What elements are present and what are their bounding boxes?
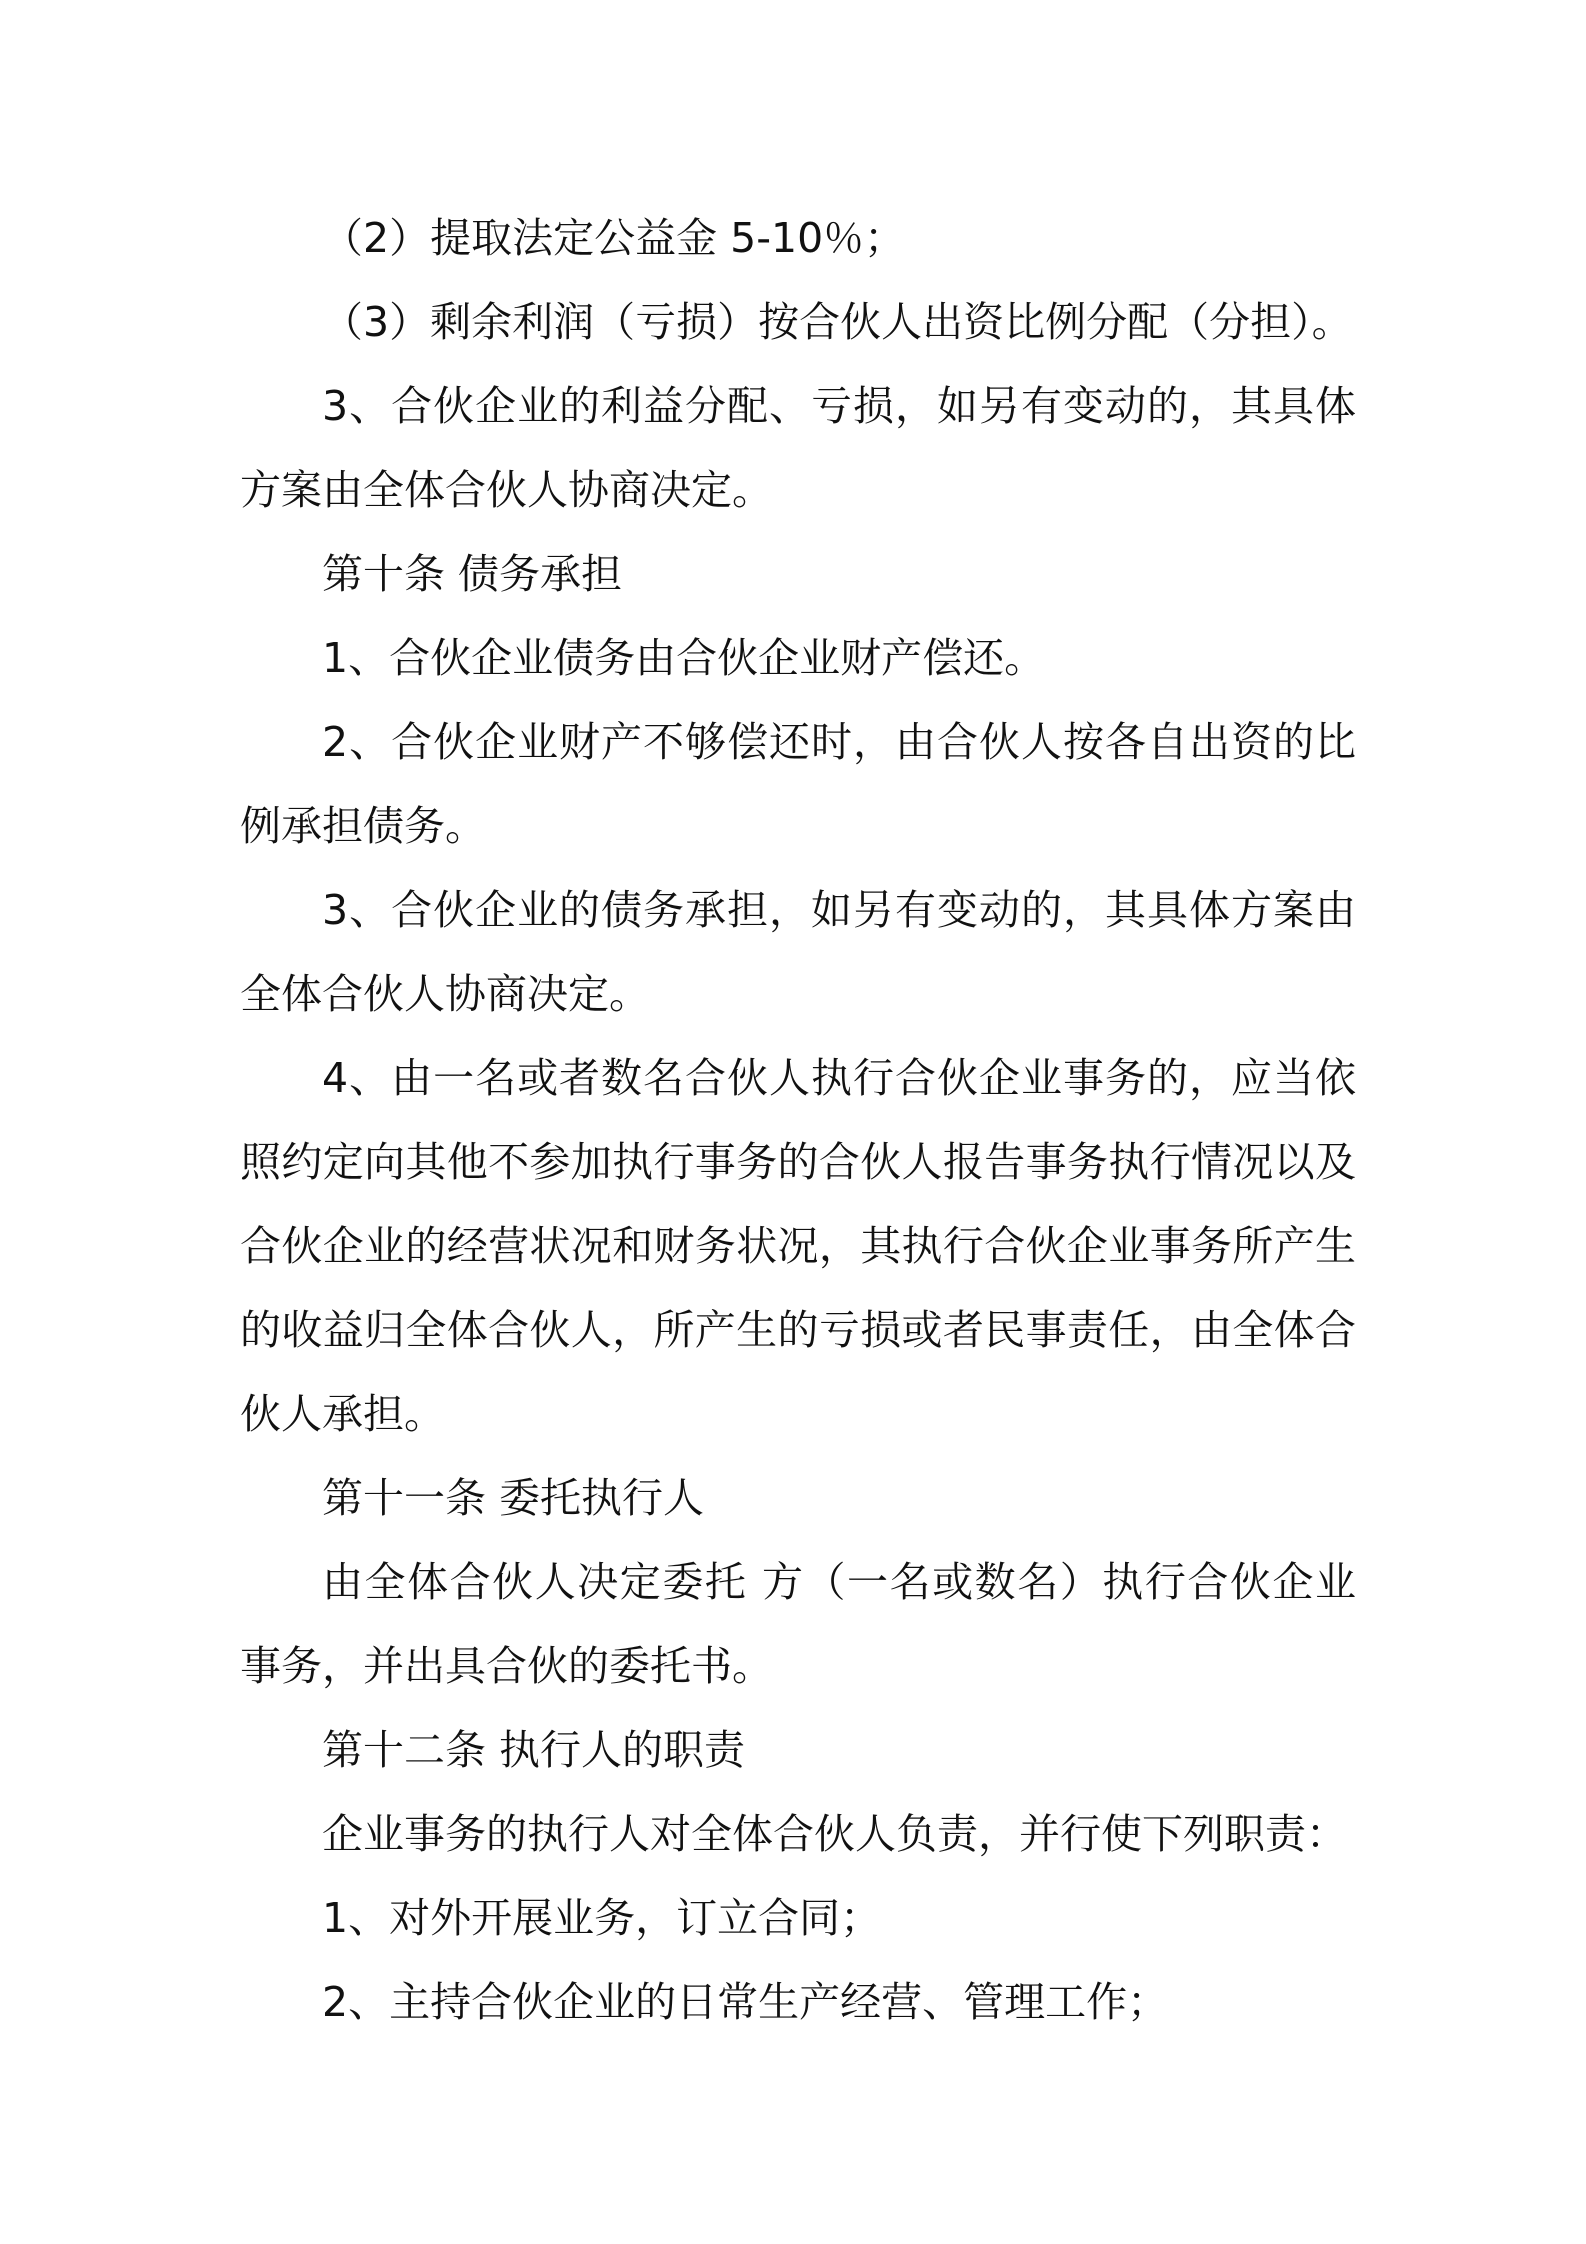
article-12-heading: 第十二条 执行人的职责: [322, 1726, 746, 1774]
article-11-heading: 第十一条 委托执行人: [322, 1474, 705, 1522]
document-body: [240, 196, 1356, 2044]
paragraph-debt-1: 1、合伙企业债务由合伙企业财产偿还。: [322, 634, 1046, 682]
paragraph-profit-3: （3）剩余利润（亏损）按合伙人出资比例分配（分担）。: [322, 298, 1353, 346]
article-10-heading: 第十条 债务承担: [322, 550, 623, 598]
paragraph-debt-4: 4、由一名或者数名合伙人执行合伙企业事务的，应当依照约定向其他不参加执行事务的合伙人报告事务执行情况以及合伙企业的经营状况和财务状况，其执行合伙企业事务所产生的收益归全体合伙人，所产生的亏损或者民事责任，由全体合伙人承担。: [240, 1054, 1356, 1438]
paragraph-duties-intro: 企业事务的执行人对全体合伙人负责，并行使下列职责：: [322, 1810, 1347, 1858]
paragraph-duty-2: 2、主持合伙企业的日常生产经营、管理工作；: [322, 1978, 1169, 2026]
paragraph-entrust: 由全体合伙人决定委托 方（一名或数名）执行合伙企业事务，并出具合伙的委托书。: [240, 1558, 1356, 1690]
paragraph-duty-1: 1、对外开展业务，订立合同；: [322, 1894, 882, 1942]
paragraph-profit-2: （2）提取法定公益金 5-10％；: [322, 214, 906, 262]
paragraph-debt-3: 3、合伙企业的债务承担，如另有变动的，其具体方案由全体合伙人协商决定。: [240, 886, 1356, 1018]
paragraph-debt-2: 2、合伙企业财产不够偿还时，由合伙人按各自出资的比例承担债务。: [240, 718, 1356, 850]
paragraph-profit-change: 3、合伙企业的利益分配、亏损，如另有变动的，其具体方案由全体合伙人协商决定。: [240, 382, 1356, 514]
